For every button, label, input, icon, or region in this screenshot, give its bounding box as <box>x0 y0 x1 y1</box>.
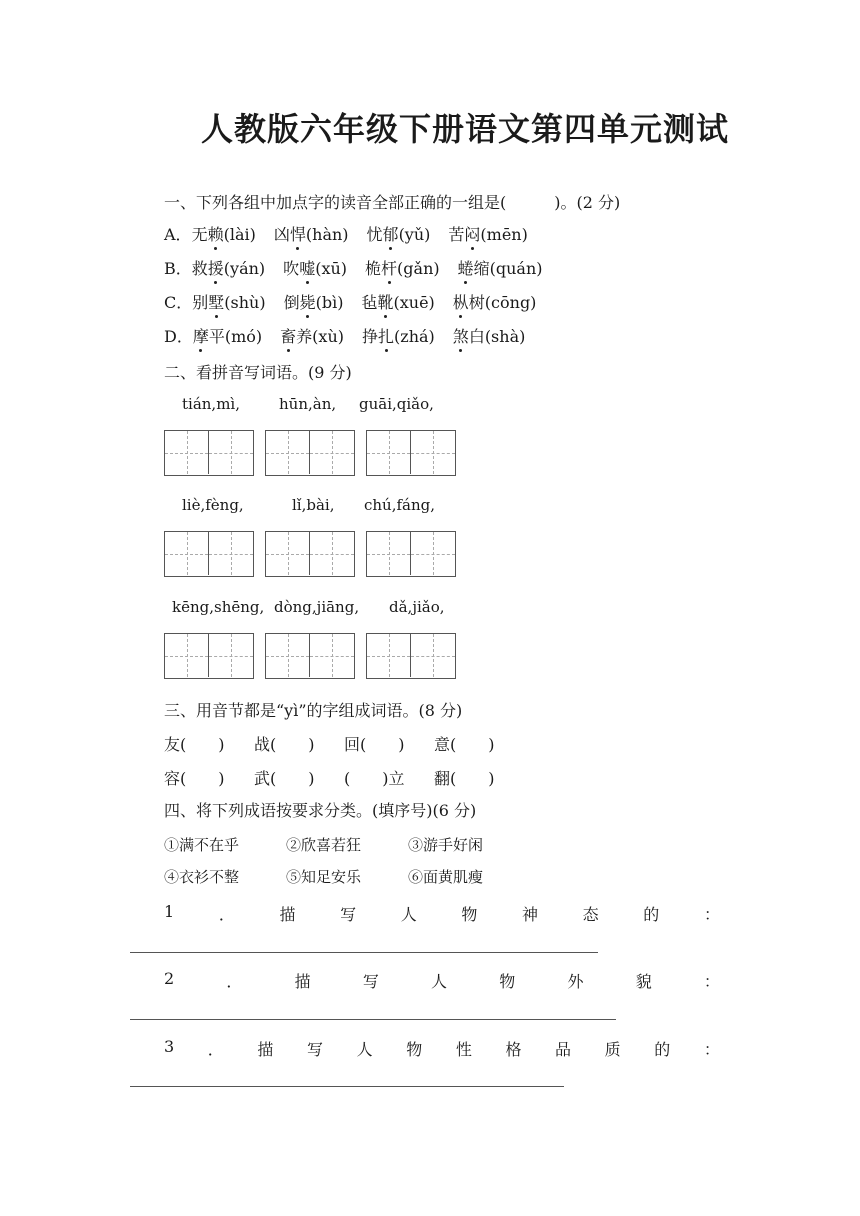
prompt-char: 神 <box>522 905 539 924</box>
tianzige-cell <box>367 634 411 677</box>
prompt-char: 貌 <box>635 972 652 991</box>
q4-stem: 四、将下列成语按要求分类。(填序号)(6 分) <box>164 801 477 820</box>
tianzige-cell <box>209 634 253 677</box>
tianzige-cell <box>266 431 310 474</box>
prompt-char: 物 <box>461 905 478 924</box>
idiom-item: ⑥面黄肌瘦 <box>408 868 484 886</box>
option-word <box>192 222 256 245</box>
dotted-char: 毙 <box>300 290 316 313</box>
option-word <box>362 324 435 347</box>
pinyin-label: dòng,jiāng, <box>274 598 360 616</box>
tianzige-cell <box>165 431 209 474</box>
option-word <box>192 256 265 279</box>
guide-line-horizontal <box>411 554 455 555</box>
tianzige-cell <box>411 532 455 575</box>
option-word <box>365 256 440 279</box>
option-letter: D． <box>164 327 193 346</box>
prompt-char: 的 <box>643 905 660 924</box>
word-text: 毡 <box>361 293 378 312</box>
tianzige-cell <box>367 431 411 474</box>
prompt-char: 3 <box>164 1037 175 1056</box>
prompt-char: 描 <box>257 1040 274 1059</box>
guide-line-horizontal <box>266 656 309 657</box>
word-pinyin: 平(mó) <box>208 327 263 346</box>
guide-line-horizontal <box>209 453 253 454</box>
word-text: 忧 <box>366 225 383 244</box>
writing-box[interactable] <box>164 633 254 679</box>
writing-box[interactable] <box>366 633 456 679</box>
prompt-char: 物 <box>499 972 516 991</box>
idiom-item: ⑤知足安乐 <box>286 868 362 886</box>
tianzige-cell <box>310 634 354 677</box>
prompt-char: 外 <box>567 972 584 991</box>
pinyin-label: kēng,shēng, <box>172 598 265 616</box>
prompt-char: 的 <box>654 1040 671 1059</box>
prompt-char: ： <box>703 905 720 924</box>
pinyin-label: lǐ,bài, <box>292 496 335 514</box>
prompt-char: 写 <box>340 905 357 924</box>
tianzige-cell <box>266 634 310 677</box>
dotted-char: 闷 <box>464 222 480 245</box>
fill-in-item[interactable]: 友( ) <box>164 735 225 754</box>
dotted-char: 摩 <box>193 324 209 347</box>
writing-box[interactable] <box>265 531 355 577</box>
prompt-char: 人 <box>356 1040 373 1059</box>
option-word <box>453 324 526 347</box>
category-prompt <box>164 969 720 992</box>
word-text: 桅 <box>365 259 382 278</box>
guide-line-horizontal <box>367 656 410 657</box>
category-prompt <box>164 902 720 925</box>
word-pinyin: (gǎn) <box>397 259 440 278</box>
prompt-char: 态 <box>582 905 599 924</box>
prompt-char: ． <box>226 972 243 991</box>
q1-stem: 一、下列各组中加点字的读音全部正确的一组是( )。(2 分) <box>164 193 621 212</box>
writing-box[interactable] <box>265 633 355 679</box>
word-pinyin: (yǔ) <box>398 225 431 244</box>
word-text: 别 <box>192 293 209 312</box>
q3-stem: 三、用音节都是“yì”的字组成词语。(8 分) <box>164 701 463 720</box>
q1-option-a <box>164 222 546 245</box>
idiom-item: ③游手好闲 <box>408 836 484 854</box>
prompt-char: 1 <box>164 902 175 921</box>
word-pinyin: (shù) <box>224 293 266 312</box>
option-word <box>193 324 262 347</box>
tianzige-cell <box>367 532 411 575</box>
prompt-char: 性 <box>455 1040 472 1059</box>
option-word <box>458 256 543 279</box>
dotted-char: 墅 <box>208 290 224 313</box>
option-word <box>284 290 344 313</box>
prompt-char: 写 <box>362 972 379 991</box>
pinyin-label: chú,fáng, <box>364 496 436 514</box>
prompt-char: ： <box>703 972 720 991</box>
answer-line[interactable] <box>130 1019 616 1020</box>
word-text: 凶 <box>273 225 290 244</box>
guide-line-horizontal <box>310 554 354 555</box>
dotted-char: 畜 <box>280 324 296 347</box>
word-text: 吹 <box>283 259 300 278</box>
writing-box[interactable] <box>366 531 456 577</box>
dotted-char: 蜷 <box>458 256 474 279</box>
fill-in-item[interactable]: 回( ) <box>344 735 405 754</box>
tianzige-cell <box>209 431 253 474</box>
option-word <box>192 290 265 313</box>
fill-in-item[interactable]: 意( ) <box>434 735 495 754</box>
word-pinyin: 养(xù) <box>296 327 344 346</box>
pinyin-label: hūn,àn, <box>279 395 337 413</box>
option-word <box>283 256 347 279</box>
dotted-char: 枞 <box>453 290 469 313</box>
writing-box[interactable] <box>164 430 254 476</box>
word-text: 倒 <box>283 293 300 312</box>
q1-option-c <box>164 290 554 313</box>
guide-line-horizontal <box>310 453 354 454</box>
guide-line-horizontal <box>266 453 309 454</box>
fill-in-item[interactable]: ( )立 <box>344 769 405 788</box>
fill-in-item[interactable]: 武( ) <box>254 769 315 788</box>
prompt-char: 物 <box>406 1040 423 1059</box>
idiom-item: ②欣喜若狂 <box>286 836 362 854</box>
writing-box[interactable] <box>265 430 355 476</box>
word-pinyin: (bì) <box>315 293 344 312</box>
word-text: 挣 <box>362 327 379 346</box>
pinyin-label: liè,fèng, <box>182 496 244 514</box>
word-text: 无 <box>191 225 208 244</box>
word-pinyin: (mēn) <box>480 225 528 244</box>
answer-line[interactable] <box>130 1086 564 1087</box>
fill-in-item[interactable]: 容( ) <box>164 769 225 788</box>
guide-line-horizontal <box>165 453 208 454</box>
word-pinyin: 白(shà) <box>468 327 526 346</box>
dotted-char: 援 <box>208 256 224 279</box>
prompt-char: 描 <box>279 905 296 924</box>
word-pinyin: (xū) <box>315 259 348 278</box>
idiom-item: ①满不在乎 <box>164 836 240 854</box>
fill-in-item[interactable]: 战( ) <box>254 735 315 754</box>
dotted-char: 嘘 <box>299 256 315 279</box>
dotted-char: 杆 <box>381 256 397 279</box>
dotted-char: 煞 <box>453 324 469 347</box>
word-pinyin: 缩(quán) <box>473 259 543 278</box>
tianzige-cell <box>411 634 455 677</box>
dotted-char: 靴 <box>377 290 393 313</box>
tianzige-cell <box>411 431 455 474</box>
prompt-char: ． <box>207 1040 224 1059</box>
prompt-char: ： <box>703 1040 720 1059</box>
q2-stem: 二、看拼音写词语。(9 分) <box>164 363 352 382</box>
fill-in-item[interactable]: 翻( ) <box>434 769 495 788</box>
page-title: 人教版六年级下册语文第四单元测试 <box>200 110 729 148</box>
idiom-item: ④衣衫不整 <box>164 868 240 886</box>
guide-line-horizontal <box>367 453 410 454</box>
pinyin-label: tián,mì, <box>182 395 240 413</box>
option-word <box>453 290 537 313</box>
pinyin-label: guāi,qiǎo, <box>359 395 434 413</box>
guide-line-horizontal <box>209 656 253 657</box>
guide-line-horizontal <box>310 656 354 657</box>
guide-line-horizontal <box>165 554 208 555</box>
tianzige-cell <box>165 634 209 677</box>
prompt-char: 质 <box>604 1040 621 1059</box>
option-word <box>361 290 434 313</box>
prompt-char: 格 <box>505 1040 522 1059</box>
dotted-char: 扎 <box>378 324 394 347</box>
writing-box[interactable] <box>366 430 456 476</box>
option-word <box>367 222 431 245</box>
dotted-char: 郁 <box>383 222 399 245</box>
word-pinyin: 树(cōng) <box>468 293 537 312</box>
word-text: 救 <box>191 259 208 278</box>
writing-box[interactable] <box>164 531 254 577</box>
tianzige-cell <box>209 532 253 575</box>
prompt-char: 人 <box>431 972 448 991</box>
category-prompt <box>164 1037 720 1060</box>
option-letter: C． <box>164 293 193 312</box>
guide-line-horizontal <box>411 453 455 454</box>
prompt-char: 描 <box>294 972 311 991</box>
guide-line-horizontal <box>266 554 309 555</box>
guide-line-horizontal <box>411 656 455 657</box>
tianzige-cell <box>310 532 354 575</box>
guide-line-horizontal <box>209 554 253 555</box>
word-pinyin: (xuē) <box>393 293 435 312</box>
word-pinyin: (lài) <box>223 225 256 244</box>
tianzige-cell <box>165 532 209 575</box>
prompt-char: ． <box>218 905 235 924</box>
option-word <box>274 222 349 245</box>
q1-option-b <box>164 256 561 279</box>
guide-line-horizontal <box>165 656 208 657</box>
answer-line[interactable] <box>130 952 598 953</box>
word-pinyin: (zhá) <box>394 327 435 346</box>
q1-option-d <box>164 324 543 347</box>
guide-line-horizontal <box>367 554 410 555</box>
option-word <box>448 222 527 245</box>
word-pinyin: (yán) <box>223 259 266 278</box>
tianzige-cell <box>310 431 354 474</box>
option-letter: A． <box>164 225 192 244</box>
pinyin-label: dǎ,jiǎo, <box>389 598 445 616</box>
prompt-char: 写 <box>307 1040 324 1059</box>
dotted-char: 赖 <box>208 222 224 245</box>
dotted-char: 悍 <box>290 222 306 245</box>
prompt-char: 人 <box>400 905 417 924</box>
option-word <box>280 324 344 347</box>
option-letter: B． <box>164 259 192 278</box>
word-pinyin: (hàn) <box>305 225 349 244</box>
word-text: 苦 <box>448 225 465 244</box>
prompt-char: 品 <box>555 1040 572 1059</box>
tianzige-cell <box>266 532 310 575</box>
prompt-char: 2 <box>164 969 175 988</box>
